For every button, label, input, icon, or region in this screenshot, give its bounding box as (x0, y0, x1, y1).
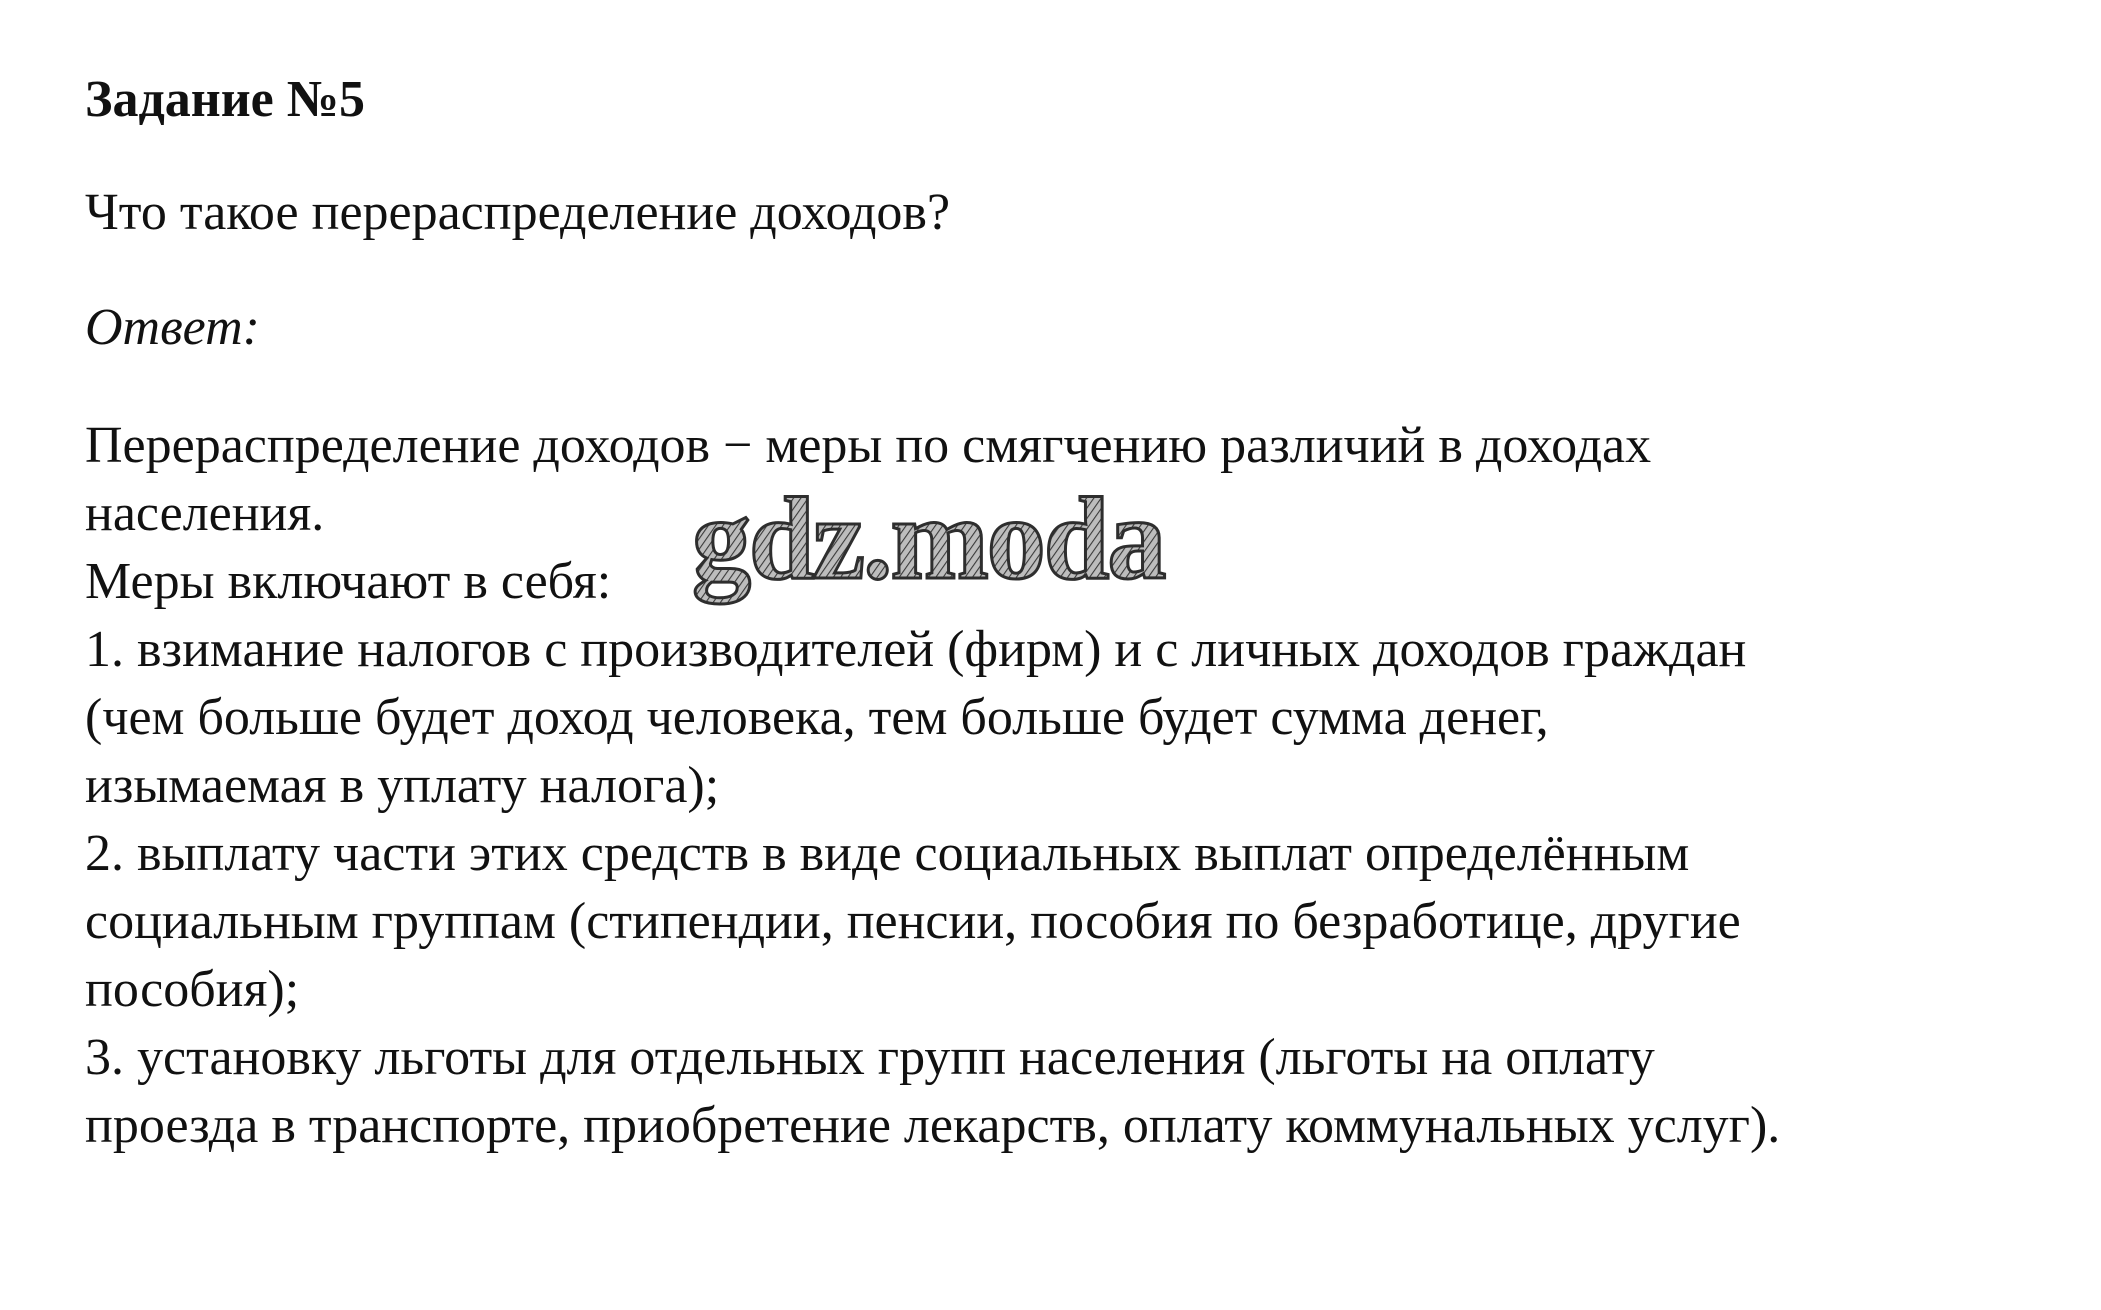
answer-line: проезда в транспорте, приобретение лекарств, оплату коммунальных услуг). (85, 1097, 1781, 1154)
answer-line: Меры включают в себя: (85, 553, 612, 610)
answer-line: социальным группам (стипендии, пенсии, пособия по безработице, другие (85, 893, 1741, 950)
answer-label: Ответ: (85, 299, 260, 356)
answer-line: населения. (85, 485, 325, 542)
task-question: Что такое перераспределение доходов? (85, 184, 951, 241)
answer-line: 2. выплату части этих средств в виде социальных выплат определённым (85, 825, 1690, 882)
task-title: Задание №5 (85, 71, 366, 128)
answer-line: 3. установку льготы для отдельных групп населения (льготы на оплату (85, 1029, 1655, 1086)
answer-line: 1. взимание налогов с производителей (фирм) и с личных доходов граждан (85, 621, 1747, 678)
watermark-text: gdz.moda (692, 473, 1165, 604)
watermark-logo (688, 470, 1288, 620)
answer-line: (чем больше будет доход человека, тем больше будет сумма денег, (85, 689, 1549, 746)
answer-line: Перераспределение доходов − меры по смягчению различий в доходах (85, 417, 1652, 474)
answer-line: пособия); (85, 961, 300, 1018)
answer-line: изымаемая в уплату налога); (85, 757, 720, 814)
